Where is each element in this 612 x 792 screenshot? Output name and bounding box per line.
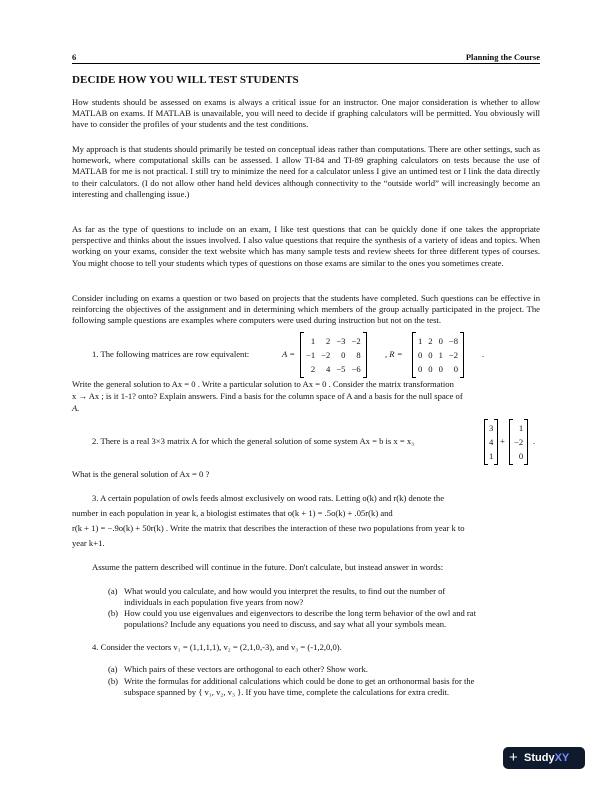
q2-lead: 2. There is a real 3×3 matrix A for which the general solution of some system Ax = b is x = x₃ [92, 436, 415, 446]
q1-text-3: A. [72, 403, 80, 413]
q3-line-2: number in each population in year k, a biologist estimates that o(k + 1) = .5o(k) + .05r(k) and [72, 508, 393, 518]
matrix-a: 1 2 −3 −2 −1 −2 0 8 2 4 −5 −6 [300, 332, 367, 378]
q1-text-2: x → Ax ; is it 1-1? onto? Explain answers. Find a basis for the column space of A and a basis for the null space of [72, 391, 463, 401]
q1-a-label: A = [282, 349, 296, 359]
q3-line-4: year k+1. [72, 538, 105, 548]
section-title: DECIDE HOW YOU WILL TEST STUDENTS [72, 74, 299, 86]
page-number: 6 [72, 52, 77, 62]
q3-assume: Assume the pattern described will continue in the future. Don't calculate, but instead answer in words: [92, 562, 444, 572]
studyxy-logo [503, 747, 585, 769]
running-title: Planning the Course [465, 52, 540, 62]
q2-plus: + [500, 436, 505, 446]
paragraph-1: How students should be assessed on exams is always a critical issue for an instructor. One major consideration is whether to allow MATLAB on exams. If MATLAB is unavailable, you will need to decide if graphing calculators will be permitted. You obviously will have to consider the profiles of your students and the test conditions. [72, 97, 540, 130]
q1-end: . [482, 349, 485, 359]
q1-r-label: , R = [385, 349, 403, 359]
matrix-r: 1 2 0 −8 0 0 1 −2 0 0 0 0 [412, 332, 464, 378]
q2-vector-2: 1 −2 0 [509, 419, 528, 465]
paragraph-3: As far as the type of questions to include on an exam, I like test questions that can be quickly done if one takes the appropriate perspective and thinks about the issues involved. I also value questions that require the synthesis of a variety of ideas and topics. When working on your exams, consider the text website which has many sample tests and review sheets for three different types of courses. You might choose to tell your students which types of questions on those exams are similar to the ones you sometimes create. [72, 224, 540, 268]
q2-vector-1: 3 4 1 [484, 419, 498, 465]
running-header [72, 52, 540, 62]
logo-accent: XY [554, 752, 570, 764]
q3-line-1: 3. A certain population of owls feeds almost exclusively on wood rats. Letting o(k) and r(k) denote the [92, 493, 445, 503]
q2-end: . [533, 436, 536, 446]
q3-line-3: r(k + 1) = −.9o(k) + 50r(k) . Write the matrix that describes the interaction of these two populations from year k to [72, 523, 465, 533]
paragraph-2: My approach is that students should primarily be tested on conceptual ideas rather than computations. There are other settings, such as homework, where computational skills can be assessed. I allow TI-84 and TI-89 graphing calculators on tests because the use of MATLAB for me is not practical. I still try to minimize the need for a calculator unless I give an untimed test or I link the data directly to their calculators. (I do not allow other hand held devices although connectivity to the “outside world” will increasingly become an interesting and challenging issue.) [72, 144, 540, 199]
q4-line: 4. Consider the vectors v₁ = (1,1,1,1), v₂ = (2,1,0,-3), and v₃ = (-1,2,0,0). [92, 642, 342, 652]
q2-follow: What is the general solution of Ax = 0 ? [72, 469, 210, 479]
header-rule [72, 63, 540, 64]
paragraph-4: Consider including on exams a question or two based on projects that the students have completed. Such questions can be effective in reinforcing the objectives of the assignment and in determining which members of the group actually participated in the project. The following sample questions are examples where computers were used during instruction but not on the test. [72, 293, 540, 326]
q1-text-1: Write the general solution to Ax = 0 . Write a particular solution to Ax = 0 . Consider the matrix transformation [72, 379, 454, 389]
plus-icon: + [509, 749, 518, 766]
logo-word: Study [524, 752, 555, 764]
q1-lead: 1. The following matrices are row equivalent: [92, 349, 250, 359]
